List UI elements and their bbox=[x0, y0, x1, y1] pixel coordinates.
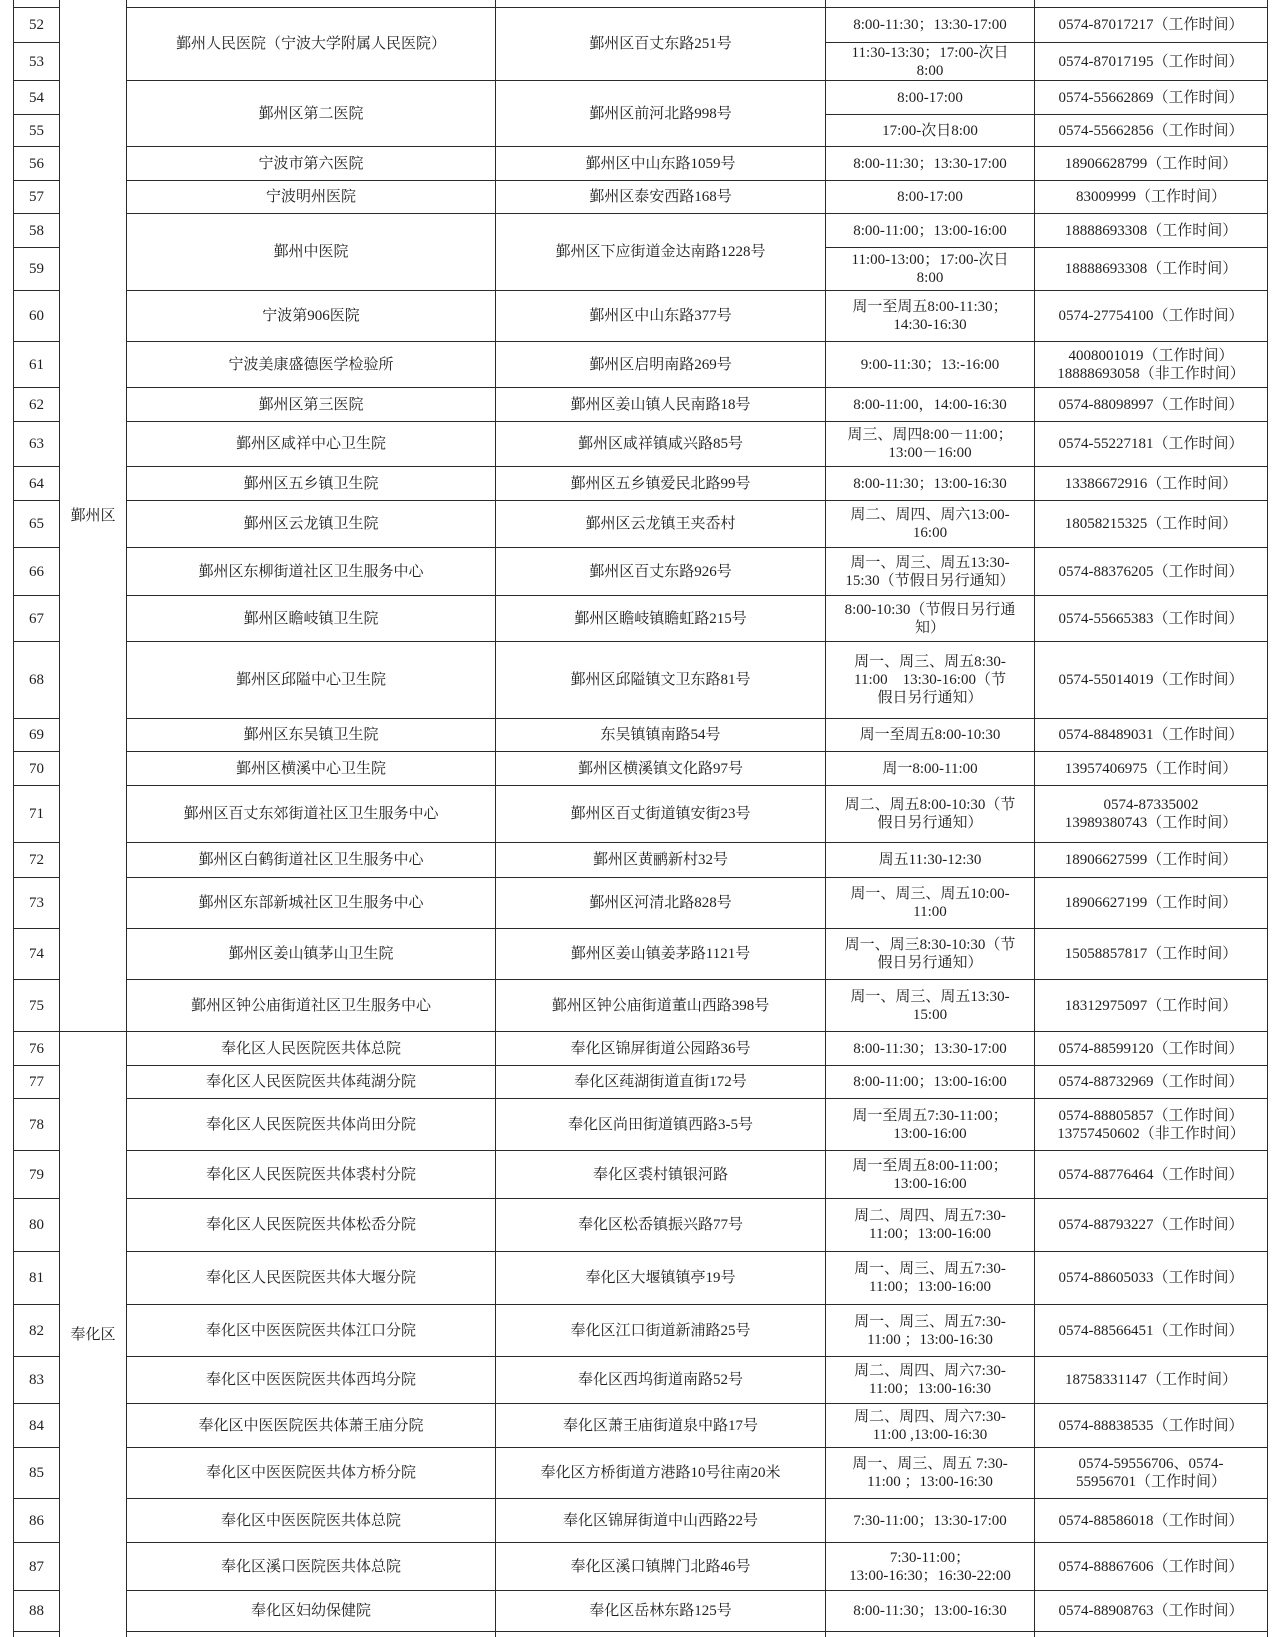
hours-cell: 17:00-次日8:00 bbox=[826, 115, 1035, 147]
address-cell: 奉化区溪口镇牌门北路46号 bbox=[496, 1543, 826, 1591]
hospital-name-cell: 鄞州区横溪中心卫生院 bbox=[127, 752, 496, 786]
row-number-cell: 63 bbox=[13, 422, 60, 467]
phone-cell: 18058215325（工作时间） bbox=[1035, 501, 1268, 548]
address-cell: 东吴镇镇南路54号 bbox=[496, 719, 826, 752]
hospital-name-cell: 鄞州区邱隘中心卫生院 bbox=[127, 642, 496, 719]
empty-cell bbox=[127, 0, 496, 8]
row-number-cell: 59 bbox=[13, 248, 60, 291]
hours-cell: 周一、周三、周五8:30- 11:00 13:30-16:00（节 假日另行通知） bbox=[826, 642, 1035, 719]
address-cell: 奉化区裘村镇银河路 bbox=[496, 1151, 826, 1199]
address-cell: 奉化区西坞街道南路52号 bbox=[496, 1357, 826, 1404]
hospital-name-cell: 鄞州中医院 bbox=[127, 214, 496, 291]
hospital-name-cell: 宁波第906医院 bbox=[127, 291, 496, 342]
empty-cell bbox=[826, 0, 1035, 8]
phone-cell: 18758331147（工作时间） bbox=[1035, 1357, 1268, 1404]
row-number-cell: 76 bbox=[13, 1032, 60, 1066]
phone-cell: 0574-27754100（工作时间） bbox=[1035, 291, 1268, 342]
row-number-cell: 87 bbox=[13, 1543, 60, 1591]
hospital-name-cell: 鄞州区瞻岐镇卫生院 bbox=[127, 596, 496, 642]
phone-cell: 0574-88605033（工作时间） bbox=[1035, 1252, 1268, 1305]
hours-cell: 周一、周三、周五13:30- 15:00 bbox=[826, 980, 1035, 1032]
hours-cell: 周一、周三、周五 7:30- 11:00 ；13:00-16:30 bbox=[826, 1448, 1035, 1499]
hospital-name-cell: 奉化区人民医院医共体松岙分院 bbox=[127, 1199, 496, 1252]
row-number-cell: 78 bbox=[13, 1099, 60, 1151]
hours-cell: 11:00-13:00；17:00-次日 8:00 bbox=[826, 248, 1035, 291]
phone-cell: 0574-88793227（工作时间） bbox=[1035, 1199, 1268, 1252]
phone-cell: 0574-88838535（工作时间） bbox=[1035, 1404, 1268, 1448]
hours-cell: 8:00-10:30（节假日另行通 知） bbox=[826, 596, 1035, 642]
row-number-cell: 69 bbox=[13, 719, 60, 752]
hours-cell: 周二、周五8:00-10:30（节 假日另行通知） bbox=[826, 786, 1035, 843]
hospital-name-cell: 宁波市第六医院 bbox=[127, 147, 496, 181]
hospital-name-cell: 奉化区人民医院医共体大堰分院 bbox=[127, 1252, 496, 1305]
hospital-name-cell: 鄞州区第三医院 bbox=[127, 388, 496, 422]
address-cell: 鄞州区中山东路377号 bbox=[496, 291, 826, 342]
row-number-cell: 54 bbox=[13, 81, 60, 115]
hospital-name-cell: 鄞州区姜山镇茅山卫生院 bbox=[127, 929, 496, 980]
row-number-cell: 61 bbox=[13, 342, 60, 388]
phone-cell: 18906628799（工作时间） bbox=[1035, 147, 1268, 181]
phone-cell: 0574-88098997（工作时间） bbox=[1035, 388, 1268, 422]
hospital-name-cell: 奉化区妇幼保健院 bbox=[127, 1591, 496, 1632]
address-cell: 奉化区大堰镇镇亭19号 bbox=[496, 1252, 826, 1305]
row-number-cell: 77 bbox=[13, 1066, 60, 1099]
hours-cell: 8:00-11:00；13:00-16:00 bbox=[826, 214, 1035, 248]
row-number-cell: 58 bbox=[13, 214, 60, 248]
hours-cell: 8:00-11:30；13:30-17:00 bbox=[826, 1032, 1035, 1066]
phone-cell: 18906627199（工作时间） bbox=[1035, 878, 1268, 929]
row-number-cell: 82 bbox=[13, 1305, 60, 1357]
row-number-cell: 83 bbox=[13, 1357, 60, 1404]
address-cell: 奉化区锦屏街道中山西路22号 bbox=[496, 1499, 826, 1543]
row-number-cell: 52 bbox=[13, 8, 60, 43]
hours-cell: 周一至周五8:00-11:00； 13:00-16:00 bbox=[826, 1151, 1035, 1199]
phone-cell: 0574-87335002 13989380743（工作时间） bbox=[1035, 786, 1268, 843]
phone-cell: 0574-87017195（工作时间） bbox=[1035, 43, 1268, 81]
row-number-cell: 68 bbox=[13, 642, 60, 719]
row-number-cell: 62 bbox=[13, 388, 60, 422]
empty-cell bbox=[127, 1632, 496, 1637]
address-cell: 鄞州区黄鹂新村32号 bbox=[496, 843, 826, 878]
address-cell: 奉化区方桥街道方港路10号往南20米 bbox=[496, 1448, 826, 1499]
hospital-name-cell: 鄞州区咸祥中心卫生院 bbox=[127, 422, 496, 467]
hospital-name-cell: 鄞州区东吴镇卫生院 bbox=[127, 719, 496, 752]
phone-cell: 0574-88805857（工作时间） 13757450602（非工作时间） bbox=[1035, 1099, 1268, 1151]
address-cell: 鄞州区前河北路998号 bbox=[496, 81, 826, 147]
address-cell: 奉化区尚田街道镇西路3-5号 bbox=[496, 1099, 826, 1151]
phone-cell: 0574-87017217（工作时间） bbox=[1035, 8, 1268, 43]
address-cell: 鄞州区咸祥镇咸兴路85号 bbox=[496, 422, 826, 467]
address-cell: 鄞州区启明南路269号 bbox=[496, 342, 826, 388]
phone-cell: 18906627599（工作时间） bbox=[1035, 843, 1268, 878]
phone-cell: 0574-55665383（工作时间） bbox=[1035, 596, 1268, 642]
hospital-name-cell: 奉化区溪口医院医共体总院 bbox=[127, 1543, 496, 1591]
hospital-name-cell: 宁波明州医院 bbox=[127, 181, 496, 214]
address-cell: 鄞州区下应街道金达南路1228号 bbox=[496, 214, 826, 291]
address-cell: 鄞州区五乡镇爱民北路99号 bbox=[496, 467, 826, 501]
hospital-name-cell: 鄞州区五乡镇卫生院 bbox=[127, 467, 496, 501]
hospital-name-cell: 奉化区人民医院医共体裘村分院 bbox=[127, 1151, 496, 1199]
district-cell: 鄞州区 bbox=[60, 0, 127, 1032]
phone-cell: 13386672916（工作时间） bbox=[1035, 467, 1268, 501]
hospital-name-cell: 鄞州区钟公庙街道社区卫生服务中心 bbox=[127, 980, 496, 1032]
phone-cell: 18888693308（工作时间） bbox=[1035, 248, 1268, 291]
phone-cell: 0574-55014019（工作时间） bbox=[1035, 642, 1268, 719]
phone-cell: 83009999（工作时间） bbox=[1035, 181, 1268, 214]
phone-cell: 0574-88599120（工作时间） bbox=[1035, 1032, 1268, 1066]
row-number-cell: 72 bbox=[13, 843, 60, 878]
address-cell: 奉化区松岙镇振兴路77号 bbox=[496, 1199, 826, 1252]
phone-cell: 15058857817（工作时间） bbox=[1035, 929, 1268, 980]
row-number-cell: 55 bbox=[13, 115, 60, 147]
address-cell: 鄞州区河清北路828号 bbox=[496, 878, 826, 929]
hours-cell: 周一、周三、周五7:30- 11:00；13:00-16:00 bbox=[826, 1252, 1035, 1305]
hospital-name-cell: 鄞州人民医院（宁波大学附属人民医院） bbox=[127, 8, 496, 81]
hours-cell: 周一8:00-11:00 bbox=[826, 752, 1035, 786]
address-cell: 鄞州区中山东路1059号 bbox=[496, 147, 826, 181]
row-number-cell: 73 bbox=[13, 878, 60, 929]
hospital-name-cell: 鄞州区百丈东郊街道社区卫生服务中心 bbox=[127, 786, 496, 843]
hours-cell: 11:30-13:30；17:00-次日 8:00 bbox=[826, 43, 1035, 81]
hours-cell: 8:00-11:30；13:00-16:30 bbox=[826, 467, 1035, 501]
hospital-name-cell: 鄞州区云龙镇卫生院 bbox=[127, 501, 496, 548]
row-number-cell: 71 bbox=[13, 786, 60, 843]
phone-cell: 0574-88908763（工作时间） bbox=[1035, 1591, 1268, 1632]
address-cell: 鄞州区百丈东路926号 bbox=[496, 548, 826, 596]
phone-cell: 13957406975（工作时间） bbox=[1035, 752, 1268, 786]
hospital-name-cell: 宁波美康盛德医学检验所 bbox=[127, 342, 496, 388]
row-number-cell: 81 bbox=[13, 1252, 60, 1305]
hours-cell: 周二、周四、周六7:30- 11:00 ,13:00-16:30 bbox=[826, 1404, 1035, 1448]
row-number-cell: 60 bbox=[13, 291, 60, 342]
hours-cell: 8:00-11:30；13:30-17:00 bbox=[826, 147, 1035, 181]
hours-cell: 8:00-11:00；13:00-16:00 bbox=[826, 1066, 1035, 1099]
phone-cell: 18312975097（工作时间） bbox=[1035, 980, 1268, 1032]
row-number-cell: 67 bbox=[13, 596, 60, 642]
row-number-cell: 74 bbox=[13, 929, 60, 980]
row-number-cell: 88 bbox=[13, 1591, 60, 1632]
phone-cell: 0574-88586018（工作时间） bbox=[1035, 1499, 1268, 1543]
empty-cell bbox=[13, 0, 60, 8]
phone-cell: 0574-55662856（工作时间） bbox=[1035, 115, 1268, 147]
hours-cell: 周三、周四8:00－11:00； 13:00－16:00 bbox=[826, 422, 1035, 467]
row-number-cell: 75 bbox=[13, 980, 60, 1032]
address-cell: 鄞州区百丈东路251号 bbox=[496, 8, 826, 81]
hours-cell: 8:00-11:30；13:00-16:30 bbox=[826, 1591, 1035, 1632]
hours-cell: 7:30-11:00； 13:00-16:30；16:30-22:00 bbox=[826, 1543, 1035, 1591]
address-cell: 鄞州区百丈街道镇安街23号 bbox=[496, 786, 826, 843]
address-cell: 鄞州区姜山镇人民南路18号 bbox=[496, 388, 826, 422]
address-cell: 鄞州区瞻岐镇瞻虹路215号 bbox=[496, 596, 826, 642]
hours-cell: 9:00-11:30；13:-16:00 bbox=[826, 342, 1035, 388]
hospital-name-cell: 鄞州区东部新城社区卫生服务中心 bbox=[127, 878, 496, 929]
row-number-cell: 70 bbox=[13, 752, 60, 786]
phone-cell: 0574-88776464（工作时间） bbox=[1035, 1151, 1268, 1199]
address-cell: 奉化区萧王庙街道泉中路17号 bbox=[496, 1404, 826, 1448]
address-cell: 奉化区江口街道新浦路25号 bbox=[496, 1305, 826, 1357]
row-number-cell: 79 bbox=[13, 1151, 60, 1199]
hospital-name-cell: 奉化区中医医院医共体萧王庙分院 bbox=[127, 1404, 496, 1448]
hospital-name-cell: 奉化区中医医院医共体西坞分院 bbox=[127, 1357, 496, 1404]
hours-cell: 周一、周三、周五10:00- 11:00 bbox=[826, 878, 1035, 929]
empty-cell bbox=[496, 1632, 826, 1637]
address-cell: 鄞州区云龙镇王夹岙村 bbox=[496, 501, 826, 548]
hours-cell: 8:00-17:00 bbox=[826, 181, 1035, 214]
hours-cell: 周一、周三8:30-10:30（节 假日另行通知） bbox=[826, 929, 1035, 980]
hours-cell: 周一至周五8:00-10:30 bbox=[826, 719, 1035, 752]
hours-cell: 7:30-11:00；13:30-17:00 bbox=[826, 1499, 1035, 1543]
row-number-cell: 56 bbox=[13, 147, 60, 181]
hours-cell: 8:00-11:00，14:00-16:30 bbox=[826, 388, 1035, 422]
hospital-name-cell: 鄞州区东柳街道社区卫生服务中心 bbox=[127, 548, 496, 596]
hours-cell: 周一至周五8:00-11:30； 14:30-16:30 bbox=[826, 291, 1035, 342]
hours-cell: 周二、周四、周六13:00- 16:00 bbox=[826, 501, 1035, 548]
row-number-cell: 80 bbox=[13, 1199, 60, 1252]
empty-cell bbox=[1035, 1632, 1268, 1637]
hours-cell: 周一、周三、周五13:30- 15:30（节假日另行通知） bbox=[826, 548, 1035, 596]
phone-cell: 0574-59556706、0574- 55956701（工作时间） bbox=[1035, 1448, 1268, 1499]
district-cell: 奉化区 bbox=[60, 1032, 127, 1637]
hospital-name-cell: 奉化区人民医院医共体莼湖分院 bbox=[127, 1066, 496, 1099]
hours-cell: 周二、周四、周五7:30- 11:00；13:00-16:00 bbox=[826, 1199, 1035, 1252]
phone-cell: 0574-88566451（工作时间） bbox=[1035, 1305, 1268, 1357]
hours-cell: 周二、周四、周六7:30- 11:00；13:00-16:30 bbox=[826, 1357, 1035, 1404]
hospital-name-cell: 奉化区中医医院医共体江口分院 bbox=[127, 1305, 496, 1357]
hospital-name-cell: 奉化区中医医院医共体方桥分院 bbox=[127, 1448, 496, 1499]
phone-cell: 0574-55227181（工作时间） bbox=[1035, 422, 1268, 467]
address-cell: 鄞州区钟公庙街道董山西路398号 bbox=[496, 980, 826, 1032]
row-number-cell: 64 bbox=[13, 467, 60, 501]
phone-cell: 0574-88376205（工作时间） bbox=[1035, 548, 1268, 596]
row-number-cell: 65 bbox=[13, 501, 60, 548]
hospital-name-cell: 奉化区人民医院医共体尚田分院 bbox=[127, 1099, 496, 1151]
address-cell: 鄞州区横溪镇文化路97号 bbox=[496, 752, 826, 786]
row-number-cell: 86 bbox=[13, 1499, 60, 1543]
hospital-name-cell: 奉化区中医医院医共体总院 bbox=[127, 1499, 496, 1543]
address-cell: 奉化区锦屏街道公园路36号 bbox=[496, 1032, 826, 1066]
row-number-cell: 85 bbox=[13, 1448, 60, 1499]
address-cell: 奉化区莼湖街道直街172号 bbox=[496, 1066, 826, 1099]
phone-cell: 0574-55662869（工作时间） bbox=[1035, 81, 1268, 115]
hours-cell: 周一、周三、周五7:30- 11:00 ；13:00-16:30 bbox=[826, 1305, 1035, 1357]
phone-cell: 0574-88732969（工作时间） bbox=[1035, 1066, 1268, 1099]
hours-cell: 周一至周五7:30-11:00； 13:00-16:00 bbox=[826, 1099, 1035, 1151]
row-number-cell: 84 bbox=[13, 1404, 60, 1448]
hospital-name-cell: 鄞州区白鹤街道社区卫生服务中心 bbox=[127, 843, 496, 878]
hours-cell: 8:00-17:00 bbox=[826, 81, 1035, 115]
row-number-cell: 53 bbox=[13, 43, 60, 81]
address-cell: 奉化区岳林东路125号 bbox=[496, 1591, 826, 1632]
empty-cell bbox=[826, 1632, 1035, 1637]
empty-cell bbox=[13, 1632, 60, 1637]
hours-cell: 8:00-11:30；13:30-17:00 bbox=[826, 8, 1035, 43]
empty-cell bbox=[496, 0, 826, 8]
hospital-name-cell: 鄞州区第二医院 bbox=[127, 81, 496, 147]
row-number-cell: 57 bbox=[13, 181, 60, 214]
phone-cell: 0574-88867606（工作时间） bbox=[1035, 1543, 1268, 1591]
phone-cell: 0574-88489031（工作时间） bbox=[1035, 719, 1268, 752]
hospital-name-cell: 奉化区人民医院医共体总院 bbox=[127, 1032, 496, 1066]
phone-cell: 18888693308（工作时间） bbox=[1035, 214, 1268, 248]
address-cell: 鄞州区邱隘镇文卫东路81号 bbox=[496, 642, 826, 719]
address-cell: 鄞州区姜山镇姜茅路1121号 bbox=[496, 929, 826, 980]
row-number-cell: 66 bbox=[13, 548, 60, 596]
hours-cell: 周五11:30-12:30 bbox=[826, 843, 1035, 878]
empty-cell bbox=[1035, 0, 1268, 8]
address-cell: 鄞州区泰安西路168号 bbox=[496, 181, 826, 214]
phone-cell: 4008001019（工作时间） 18888693058（非工作时间） bbox=[1035, 342, 1268, 388]
